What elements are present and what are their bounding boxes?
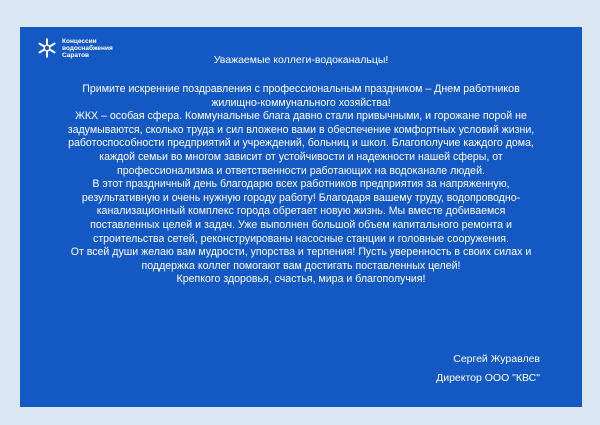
logo-line-1: Концессии bbox=[62, 37, 97, 45]
signature-name: Сергей Журавлев bbox=[453, 353, 540, 365]
greeting-card bbox=[20, 27, 582, 407]
letter-greeting: Уважаемые коллеги-водоканальцы! bbox=[213, 54, 389, 66]
letter-paragraph: От всей души желаю вам мудрости, упорства и терпения! Пусть уверенность в своих силах и поддержка коллег помогают вам достигать поставленных целей! bbox=[70, 246, 532, 272]
signature-block bbox=[436, 350, 540, 388]
letter-paragraph: Примите искренние поздравления с профессиональным праздником – Днем работников жилищно-коммунального хозяйства! bbox=[82, 83, 520, 109]
letter-paragraph: В этот праздничный день благодарю всех работников предприятия за напряженную, результативную и очень нужную городу работу! Благодаря вашему труду, водопроводно-канализационный комплекс города обретает новую жизнь. Мы вместе добиваемся поставленных целей и задач. Уже выполнен большой объем капитального ремонта и строительства сетей, реконструированы насосные станции и головные сооружения. bbox=[81, 178, 521, 245]
letter-paragraph: ЖКХ – особая сфера. Коммунальные блага давно стали привычными, и горожане порой не задумываются, сколько труда и сил вложено вами в обеспечение комфортных условий жизни, работоспособности предприятий и учреждений, больниц и школ. Благополучие каждого дома, каждой семьи во многом зависит от устойчивости и надежности нашей сферы, от профессионализма и ответственности работающих на водоканале людей. bbox=[67, 110, 535, 177]
letter-body bbox=[62, 83, 540, 287]
logo-line-3: Саратов bbox=[62, 51, 90, 59]
logo-line-2: водоснабжения bbox=[62, 44, 113, 52]
signature-title: Директор ООО "КВС" bbox=[436, 372, 540, 384]
letter-paragraph: Крепкого здоровья, счастья, мира и благополучия! bbox=[176, 273, 426, 286]
